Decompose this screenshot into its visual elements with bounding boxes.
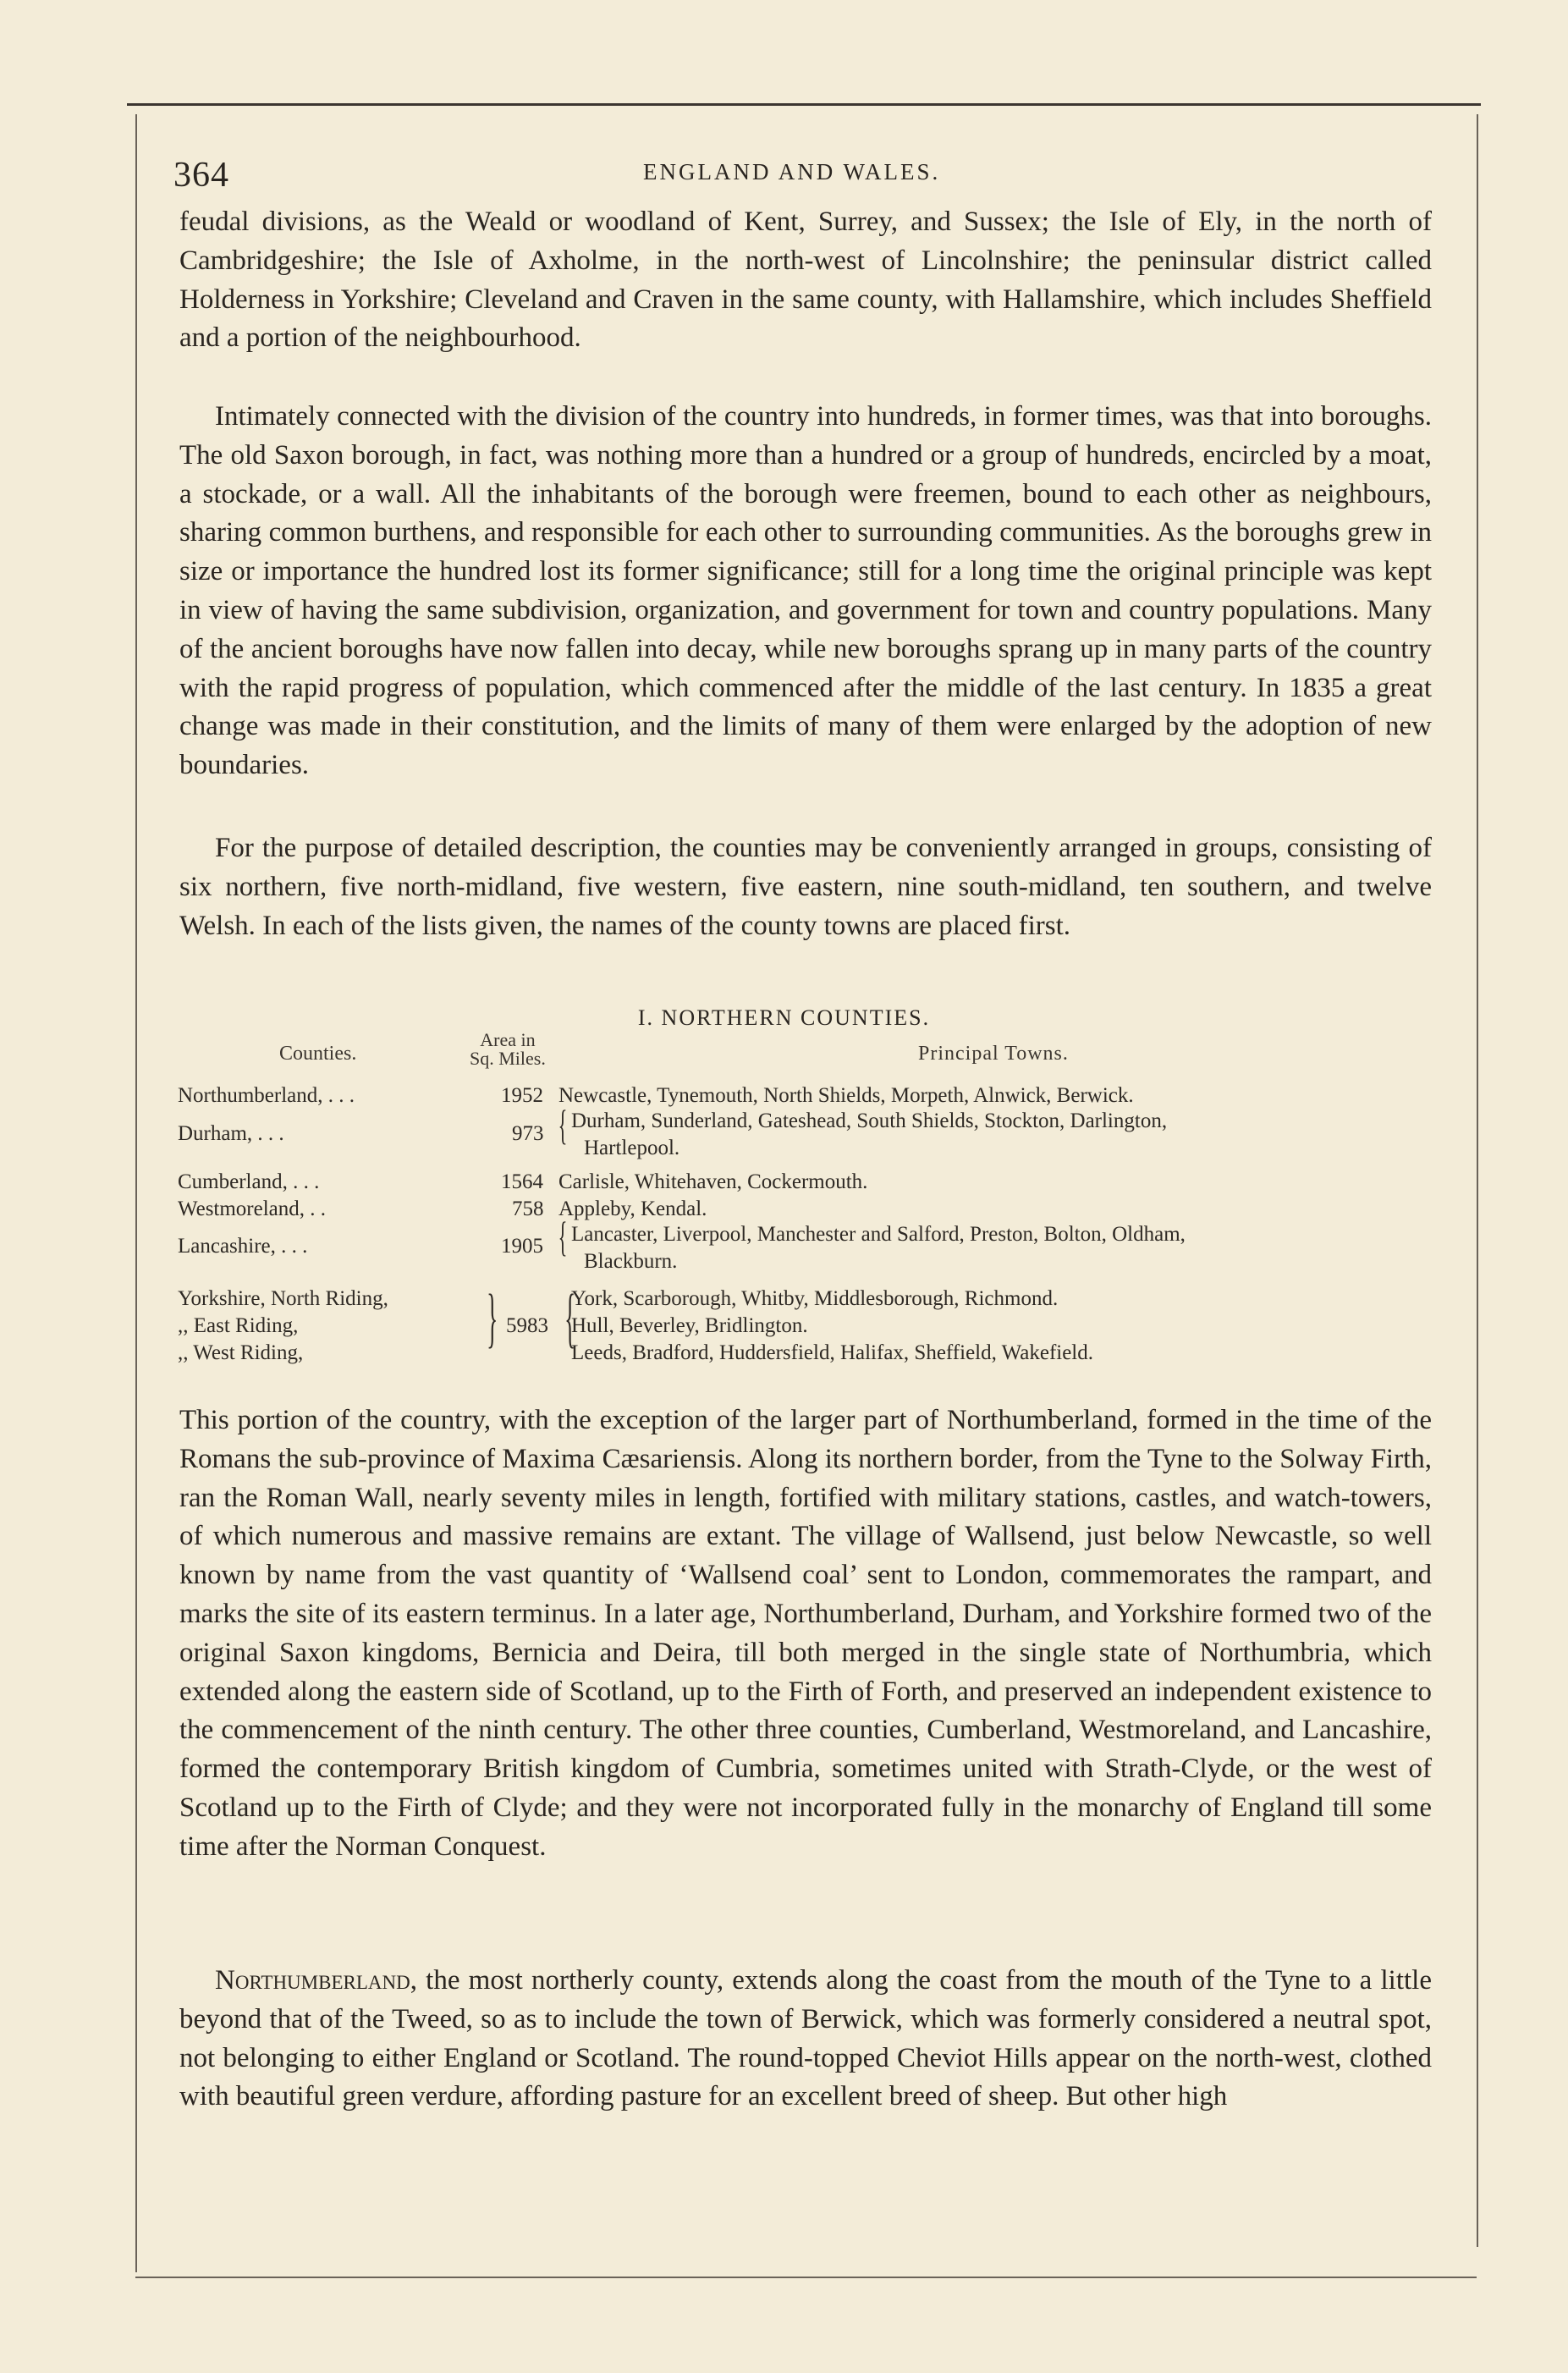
- table-row-area: 1905: [501, 1235, 543, 1258]
- table-row-county: Lancashire, . . .: [178, 1235, 308, 1258]
- table-row-towns: Lancaster, Liverpool, Manchester and Salford, Preston, Bolton, Oldham,: [571, 1223, 1186, 1246]
- table-title: I. NORTHERN COUNTIES.: [637, 1005, 931, 1030]
- page-number: 364: [173, 156, 229, 195]
- table-header-area-line2: Sq. Miles.: [470, 1048, 546, 1069]
- paragraph-northern-history: This portion of the country, with the exception of the larger part of Northumberland, formed in the time of the Romans the sub-province of Maxima Cæsariensis. Along its northern border, from the Tyne to the Solway Firth, ran the Roman Wall, nearly seventy miles in length, fortified with military stations, castles, and watch-towers, of which numerous and massive remains are extant. The village of Wallsend, just below Newcastle, so well known by name from the vast quantity of ‘Wallsend coal’ sent to London, commemorates the rampart, and marks the site of its eastern terminus. In a later age, Northumberland, Durham, and Yorkshire formed two of the original Saxon kingdoms, Bernicia and Deira, till both merged in the single state of Northumbria, which extended along the eastern side of Scotland, up to the Firth of Forth, and preserved an independent existence to the commencement of the ninth century. The other three counties, Cumberland, Westmoreland, and Lancashire, formed the contemporary British kingdom of Cumbria, sometimes united with Strath-Clyde, or the west of Scotland up to the Firth of Clyde; and they were not incorporated fully in the monarchy of England till some time after the Norman Conquest.: [179, 1405, 1432, 1862]
- table-row-area: 1564: [501, 1170, 543, 1193]
- table-row-county: Westmoreland, . .: [178, 1198, 327, 1220]
- table-row-county: ,, West Riding,: [178, 1341, 304, 1364]
- brace-durham: {: [558, 1101, 568, 1148]
- running-head: ENGLAND AND WALES.: [643, 159, 941, 184]
- table-row-county: Yorkshire, North Riding,: [178, 1287, 388, 1310]
- brace-yorkshire-left: }: [487, 1280, 498, 1354]
- northumberland-text: the most northerly county, extends along the coast from the mouth of the Tyne to a little beyond that of the Tweed, so as to include the town of Berwick, which was formerly considered a neutral spot, not belonging to either England or Scotland. The round-topped Cheviot Hills appear on the north-west, clothed with beautiful green verdure, affording pasture for an excellent breed of sheep. But other high: [179, 1965, 1432, 2112]
- brace-yorkshire-right: {: [564, 1280, 576, 1354]
- table-row-towns-cont: Blackburn.: [584, 1250, 678, 1273]
- table-row-towns: Leeds, Bradford, Huddersfield, Halifax, Sheffield, Wakefield.: [571, 1341, 1094, 1364]
- paragraph-boroughs: Intimately connected with the division of the country into hundreds, in former times, was that into boroughs. The old Saxon borough, in fact, was nothing more than a hundred or a group of hundreds, encircled by a moat, a stockade, or a wall. All the inhabitants of the borough were freemen, bound to each other as neighbours, sharing common burthens, and responsible for each other to surrounding communities. As the boroughs grew in size or importance the hundred lost its former significance; still for a long time the original principle was kept in view of having the same subdivision, organization, and government for town and country populations. Many of the ancient boroughs have now fallen into decay, while new boroughs sprang up in many parts of the country with the rapid progress of population, which commenced after the middle of the last century. In 1835 a great change was made in their constitution, and the limits of many of them were enlarged by the adoption of new boundaries.: [179, 401, 1432, 781]
- northumberland-lead: Northumberland,: [215, 1965, 417, 1996]
- frame-left-border: [135, 114, 137, 2272]
- table-row-towns: Hull, Beverley, Bridlington.: [571, 1314, 808, 1337]
- table-row-county: Northumberland, . . .: [178, 1084, 355, 1107]
- table-header-area: [470, 1031, 546, 1068]
- table-row-towns: Newcastle, Tynemouth, North Shields, Morpeth, Alnwick, Berwick.: [558, 1084, 1134, 1107]
- table-row-towns: Appleby, Kendal.: [558, 1198, 707, 1220]
- table-row-county: Durham, . . .: [178, 1122, 284, 1145]
- table-row-area: 5983: [506, 1314, 548, 1337]
- table-header-towns: Principal Towns.: [918, 1043, 1069, 1065]
- frame-right-border: [1477, 114, 1478, 2247]
- table-row-towns: York, Scarborough, Whitby, Middlesborough, Richmond.: [571, 1287, 1059, 1310]
- paragraph-northumberland: [179, 1962, 1432, 2117]
- bottom-rule: [135, 2277, 1477, 2278]
- brace-lancashire: {: [558, 1213, 568, 1260]
- paragraph-county-groups: For the purpose of detailed description, the counties may be conveniently arranged in groups, consisting of six northern, five north-midland, five western, five eastern, nine south-midland, ten southern, and twelve Welsh. In each of the lists given, the names of the county towns are placed first.: [179, 833, 1432, 941]
- table-row-towns: Durham, Sunderland, Gateshead, South Shields, Stockton, Darlington,: [571, 1109, 1168, 1132]
- table-row-area: 1952: [501, 1084, 543, 1107]
- table-row-area: 973: [512, 1122, 544, 1145]
- table-row-towns: Carlisle, Whitehaven, Cockermouth.: [558, 1170, 868, 1193]
- top-rule: [127, 103, 1481, 106]
- paragraph-feudal-divisions: feudal divisions, as the Weald or woodland of Kent, Surrey, and Sussex; the Isle of Ely, in the north of Cambridgeshire; the Isle of Axholme, in the north-west of Lincolnshire; the peninsular district called Holderness in Yorkshire; Cleveland and Craven in the same county, with Hallamshire, which includes Sheffield and a portion of the neighbourhood.: [179, 206, 1432, 354]
- table-header-counties: Counties.: [279, 1043, 357, 1065]
- table-row-county: Cumberland, . . .: [178, 1170, 320, 1193]
- table-header-area-line1: Area in: [480, 1029, 536, 1050]
- table-row-area: 758: [512, 1198, 544, 1220]
- table-row-towns-cont: Hartlepool.: [584, 1137, 680, 1159]
- table-row-county: ,, East Riding,: [178, 1314, 299, 1337]
